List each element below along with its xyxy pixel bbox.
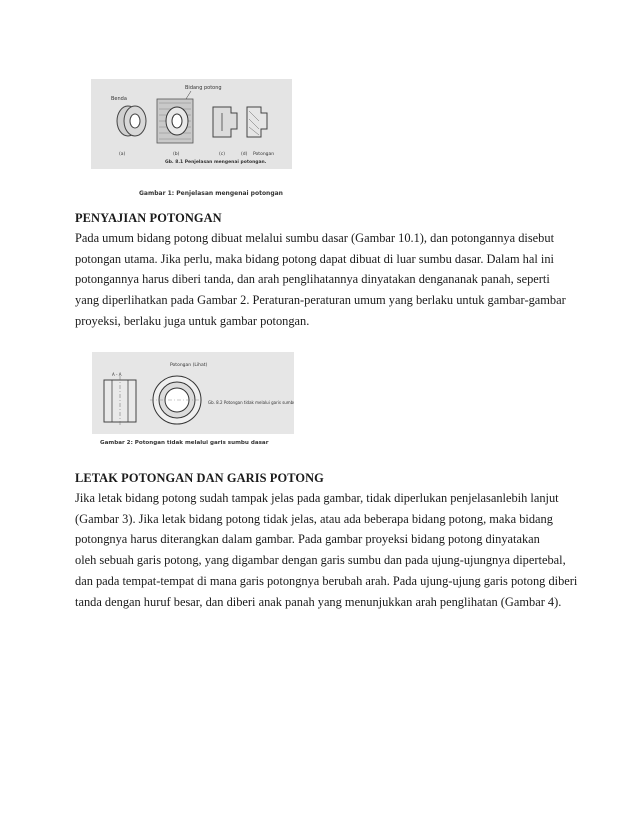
label-gb-8-2: Gb. 8.2 Potongan tidak melalui garis sumbu [208, 400, 294, 405]
heading-penyajian-potongan: PENYAJIAN POTONGAN [75, 211, 222, 225]
sub-caption-1: Gb. 8.1 Penjelasan mengenai potongan. [165, 160, 267, 165]
paragraph-line: tanda dengan huruf besar, dan diberi anak panah yang menunjukkan arah penglihatan (Gambar 4). [75, 594, 562, 609]
paragraph-line: potongannya harus diberi tanda, dan arah penglihatannya dinyatakan dengananak panah, seperti [75, 272, 550, 287]
label-aa: A - A [112, 372, 122, 377]
section-penyajian-potongan [75, 208, 575, 332]
paragraph-line: potongnya harus diterangkan dalam gambar. Pada gambar proyeksi bidang potong dinyatakan [75, 532, 540, 547]
label-b: (b) [173, 152, 180, 157]
figure-2-caption: Gambar 2: Potongan tidak melalui garis sumbu dasar [100, 440, 269, 446]
label-c: (c) [219, 152, 225, 157]
section-letak-potongan [75, 468, 578, 612]
figure-2 [92, 352, 294, 449]
label-bidang-potong: Bidang potong [185, 85, 222, 91]
paragraph-line: potongan utama. Jika perlu, maka bidang potong dapat dibuat di luar sumbu dasar. Dalam hal ini [75, 251, 554, 266]
paragraph-line: dan pada tempat-tempat di mana garis potongnya berubah arah. Pada ujung-ujung garis potong diberi [75, 573, 578, 588]
figure-1-caption: Gambar 1: Penjelasan mengenai potongan [139, 190, 283, 197]
figure-1 [91, 79, 292, 201]
paragraph-line: (Gambar 3). Jika letak bidang potong tidak jelas, atau ada beberapa bidang potong, maka bidang [75, 511, 553, 526]
label-potongan: Potongan [253, 152, 275, 157]
heading-letak-potongan: LETAK POTONGAN DAN GARIS POTONG [75, 471, 324, 485]
paragraph-line: Pada umum bidang potong dibuat melalui sumbu dasar (Gambar 10.1), dan potongannya disebut [75, 231, 555, 245]
paragraph-line: proyeksi, berlaku juga untuk gambar potongan. [75, 313, 310, 328]
label-a: (a) [119, 152, 126, 157]
label-benda: Benda [111, 96, 127, 102]
label-potongan-lihat: Potongan (Lihat) [170, 363, 208, 368]
paragraph-line: Jika letak bidang potong sudah tampak jelas pada gambar, tidak diperlukan penjelasanlebih lanjut [75, 491, 559, 505]
paragraph-line: oleh sebuah garis potong, yang digambar dengan garis sumbu dan pada ujung-ujungnya dipertebal, [75, 553, 566, 568]
figure-2-image [92, 352, 294, 449]
label-d: (d) [241, 152, 248, 157]
paragraph-line: yang diperlihatkan pada Gambar 2. Peraturan-peraturan umum yang berlaku untuk gambar-gambar [75, 293, 566, 308]
figure-1-image [91, 79, 292, 201]
